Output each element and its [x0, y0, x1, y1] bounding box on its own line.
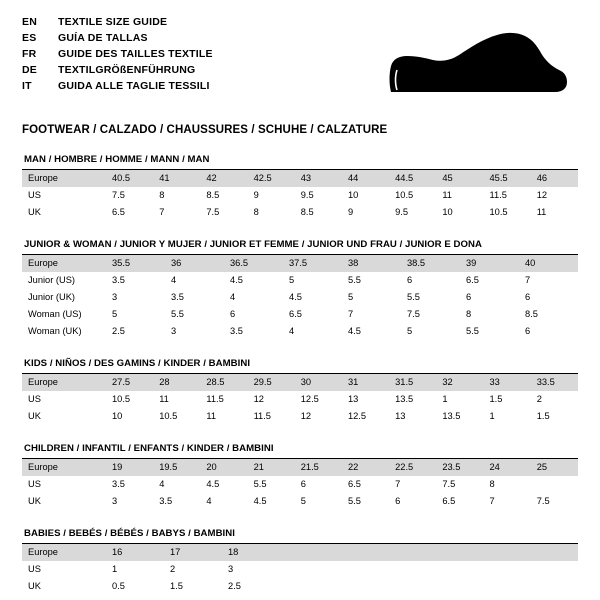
- language-row: [22, 64, 213, 80]
- table-row: [22, 408, 578, 425]
- size-cell: 8: [159, 190, 165, 200]
- size-cell: 39: [460, 255, 519, 272]
- size-cell: 7: [489, 496, 495, 506]
- size-cell: 1.5: [536, 411, 550, 421]
- group-title: MAN / HOMBRE / HOMME / MANN / MAN: [24, 154, 210, 165]
- size-cell: 5.5: [466, 326, 479, 336]
- size-cell: 3: [228, 564, 234, 574]
- size-cell: 28.5: [200, 374, 247, 391]
- size-cell: 11: [206, 411, 217, 421]
- size-cell: 2.5: [112, 326, 125, 336]
- size-cell: 5.5: [407, 292, 420, 302]
- size-cell: 20: [200, 459, 247, 476]
- size-table-junior-woman: [22, 255, 578, 340]
- size-cell: 9.5: [395, 207, 409, 217]
- table-row: [22, 578, 578, 595]
- table-row: [22, 204, 578, 221]
- size-cell: 35.5: [106, 255, 165, 272]
- size-cell: 6: [395, 496, 401, 506]
- size-cell: 6: [525, 326, 531, 336]
- row-label: US: [28, 394, 41, 404]
- table-row: [22, 544, 578, 561]
- size-cell: 21.5: [295, 459, 342, 476]
- size-cell: 46: [531, 170, 578, 187]
- size-cell: 11.5: [206, 394, 224, 404]
- language-code: ES: [22, 32, 37, 44]
- size-cell: 13: [347, 394, 359, 404]
- group-title: KIDS / NIÑOS / DES GAMINS / KINDER / BAMBINI: [24, 358, 251, 369]
- size-cell: 40.5: [106, 170, 153, 187]
- size-cell: 4.5: [289, 292, 302, 302]
- row-label: Europe: [22, 255, 106, 272]
- row-label: US: [28, 190, 41, 200]
- size-table-children: [22, 459, 578, 510]
- size-cell: 3.5: [230, 326, 243, 336]
- size-cell: 10.5: [159, 411, 178, 421]
- size-cell: 1: [442, 394, 448, 404]
- size-cell: 9: [347, 207, 354, 217]
- language-title: GUÍA DE TALLAS: [58, 32, 148, 44]
- size-cell: 33: [484, 374, 531, 391]
- size-cell: 28: [153, 374, 200, 391]
- size-cell: 11: [442, 190, 452, 200]
- size-cell: 10: [442, 207, 453, 217]
- language-row: [22, 16, 213, 32]
- size-cell: [531, 476, 578, 493]
- language-code: FR: [22, 48, 37, 60]
- row-label: UK: [28, 581, 41, 591]
- size-cell: 45: [436, 170, 483, 187]
- table-row: [22, 493, 578, 510]
- size-cell: 10.5: [489, 207, 508, 217]
- size-cell: 32: [436, 374, 483, 391]
- size-cell: 10: [112, 411, 123, 421]
- size-cell: 7.5: [536, 496, 550, 506]
- size-cell: 2.5: [228, 581, 241, 591]
- size-cell: 12: [300, 411, 312, 421]
- size-cell: 22: [342, 459, 389, 476]
- size-cell: 38.5: [401, 255, 460, 272]
- size-cell: 5.5: [253, 479, 267, 489]
- size-cell: 6: [300, 479, 306, 489]
- row-label: Junior (US): [28, 275, 76, 285]
- size-cell: 43: [295, 170, 342, 187]
- size-table-babies: [22, 544, 578, 595]
- size-table-body: [22, 170, 578, 221]
- size-cell: 31.5: [389, 374, 436, 391]
- row-label: Europe: [22, 544, 106, 561]
- language-title-list-body: [22, 16, 213, 96]
- size-cell: 12.5: [300, 394, 319, 404]
- row-label: Europe: [22, 170, 106, 187]
- size-cell: 6.5: [442, 496, 456, 506]
- size-cell: 7: [525, 275, 531, 285]
- size-cell: 10.5: [395, 190, 414, 200]
- size-cell: 11.5: [253, 411, 271, 421]
- row-label: Woman (US): [28, 309, 82, 319]
- size-cell: 8.5: [525, 309, 538, 319]
- table-row: [22, 170, 578, 187]
- language-title-list: [22, 16, 213, 96]
- size-cell: 3.5: [159, 496, 173, 506]
- size-cell: 10: [347, 190, 359, 200]
- size-cell: 5: [112, 309, 118, 319]
- dress-shoe-icon: [383, 30, 568, 100]
- size-cell: 33.5: [531, 374, 578, 391]
- group-title: BABIES / BEBÉS / BÉBÉS / BABYS / BAMBINI: [24, 528, 235, 539]
- row-label: Junior (UK): [28, 292, 76, 302]
- size-cell: 3: [112, 496, 118, 506]
- group-title: JUNIOR & WOMAN / JUNIOR Y MUJER / JUNIOR ET FEMME / JUNIOR UND FRAU / JUNIOR E DONA: [24, 239, 482, 250]
- size-cell: 3.5: [112, 479, 125, 489]
- language-title: GUIDE DES TAILLES TEXTILE: [58, 48, 213, 60]
- size-cell: 8: [466, 309, 472, 319]
- size-cell: 4: [230, 292, 236, 302]
- size-cell: 36.5: [224, 255, 283, 272]
- language-code: EN: [22, 16, 37, 28]
- language-code: DE: [22, 64, 37, 76]
- size-cell: 0.5: [112, 581, 125, 591]
- document-header: [22, 16, 578, 112]
- size-cell: 17: [164, 544, 222, 561]
- size-cell: 5.5: [348, 275, 361, 285]
- size-cell: 3: [171, 326, 177, 336]
- size-cell: 5: [300, 496, 306, 506]
- size-cell: 5: [407, 326, 413, 336]
- size-cell: 1.5: [170, 581, 183, 591]
- table-row: [22, 306, 578, 323]
- size-cell: 41: [153, 170, 200, 187]
- size-table-kids: [22, 374, 578, 425]
- size-cell: 22.5: [389, 459, 436, 476]
- size-cell: 42: [200, 170, 247, 187]
- size-cell: 7: [348, 309, 354, 319]
- size-cell: 25: [531, 459, 578, 476]
- size-cell: 7: [159, 207, 165, 217]
- size-cell: 12.5: [347, 411, 367, 421]
- size-cell: 3: [112, 292, 118, 302]
- size-cell: 5: [348, 292, 354, 302]
- row-label: UK: [28, 207, 41, 217]
- size-cell: 8: [489, 479, 495, 489]
- size-group-man: [22, 154, 578, 221]
- size-group-children: [22, 443, 578, 510]
- row-label: Woman (UK): [28, 326, 82, 336]
- size-table-body: [22, 459, 578, 510]
- size-cell: 1: [112, 564, 118, 574]
- size-cell: 7.5: [407, 309, 420, 319]
- size-cell: 31: [342, 374, 389, 391]
- size-cell: 44.5: [389, 170, 436, 187]
- size-cell: 9: [253, 190, 259, 200]
- row-label: UK: [28, 496, 41, 506]
- size-cell: 9.5: [300, 190, 314, 200]
- size-cell: 7: [395, 479, 401, 489]
- size-group-kids: [22, 358, 578, 425]
- language-title: GUIDA ALLE TAGLIE TESSILI: [58, 80, 210, 92]
- size-cell: 6: [407, 275, 413, 285]
- size-cell: 6: [525, 292, 531, 302]
- language-row: [22, 48, 213, 64]
- row-label: Europe: [22, 459, 106, 476]
- size-cell: 3.5: [112, 275, 125, 285]
- size-cell: 5.5: [171, 309, 184, 319]
- row-label: Europe: [22, 374, 106, 391]
- size-table-body: [22, 255, 578, 340]
- row-label: UK: [28, 411, 41, 421]
- size-cell-empty: [280, 561, 578, 578]
- size-table-body: [22, 374, 578, 425]
- size-cell: 7.5: [442, 479, 456, 489]
- size-cell: 8.5: [206, 190, 220, 200]
- size-cell: 19.5: [153, 459, 200, 476]
- size-group-babies: [22, 528, 578, 595]
- size-cell: 6.5: [112, 207, 125, 217]
- table-row: [22, 323, 578, 340]
- language-row: [22, 80, 213, 96]
- group-title: CHILDREN / INFANTIL / ENFANTS / KINDER / BAMBINI: [24, 443, 274, 454]
- size-cell: 2: [536, 394, 542, 404]
- size-cell: 12: [253, 394, 264, 404]
- size-cell-empty: [280, 544, 578, 561]
- size-cell: 4.5: [206, 479, 220, 489]
- size-cell: 30: [295, 374, 342, 391]
- size-cell: 16: [106, 544, 164, 561]
- size-cell: 7.5: [206, 207, 220, 217]
- size-cell: 27.5: [106, 374, 153, 391]
- size-cell: 2: [170, 564, 176, 574]
- size-cell: 4: [289, 326, 295, 336]
- size-cell: 13.5: [395, 394, 414, 404]
- size-table-body: [22, 544, 578, 595]
- size-cell: 42.5: [248, 170, 295, 187]
- size-cell: 6.5: [347, 479, 361, 489]
- table-row: [22, 255, 578, 272]
- table-row: [22, 289, 578, 306]
- size-cell: 5.5: [347, 496, 361, 506]
- size-cell: 12: [536, 190, 548, 200]
- category-title: FOOTWEAR / CALZADO / CHAUSSURES / SCHUHE / CALZATURE: [22, 124, 388, 136]
- size-cell: 37.5: [283, 255, 342, 272]
- table-row: [22, 391, 578, 408]
- size-cell: 1: [489, 411, 495, 421]
- size-cell: 4: [206, 496, 212, 506]
- size-cell: 4.5: [230, 275, 243, 285]
- size-cell: 44: [342, 170, 389, 187]
- size-cell: 11.5: [489, 190, 507, 200]
- size-cell: 3.5: [171, 292, 184, 302]
- size-cell-empty: [280, 578, 578, 595]
- size-cell: 4.5: [253, 496, 267, 506]
- size-cell: 6: [466, 292, 472, 302]
- size-cell: 21: [248, 459, 295, 476]
- size-table-man: [22, 170, 578, 221]
- size-cell: 18: [222, 544, 280, 561]
- size-cell: 11: [536, 207, 547, 217]
- language-title: TEXTILE SIZE GUIDE: [58, 16, 168, 28]
- size-cell: 6.5: [466, 275, 479, 285]
- table-row: [22, 187, 578, 204]
- size-cell: 6: [230, 309, 236, 319]
- size-cell: 40: [519, 255, 578, 272]
- size-cell: 38: [342, 255, 401, 272]
- language-row: [22, 32, 213, 48]
- row-label: US: [28, 564, 41, 574]
- table-row: [22, 459, 578, 476]
- size-cell: 45.5: [484, 170, 531, 187]
- language-code: IT: [22, 80, 32, 92]
- size-cell: 29.5: [248, 374, 295, 391]
- row-label: US: [28, 479, 41, 489]
- size-cell: 13: [395, 411, 406, 421]
- table-row: [22, 561, 578, 578]
- size-cell: 8: [253, 207, 259, 217]
- size-cell: 36: [165, 255, 224, 272]
- language-title: TEXTILGRÖßENFÜHRUNG: [58, 64, 196, 76]
- size-cell: 1.5: [489, 394, 503, 404]
- size-cell: 6.5: [289, 309, 302, 319]
- size-group-junior-woman: [22, 239, 578, 340]
- table-row: [22, 374, 578, 391]
- table-row: [22, 476, 578, 493]
- size-cell: 4: [171, 275, 177, 285]
- size-cell: 11: [159, 394, 169, 404]
- size-cell: 5: [289, 275, 295, 285]
- size-cell: 10.5: [112, 394, 131, 404]
- size-cell: 4: [159, 479, 165, 489]
- size-cell: 7.5: [112, 190, 125, 200]
- table-row: [22, 272, 578, 289]
- size-cell: 8.5: [300, 207, 314, 217]
- size-cell: 13.5: [442, 411, 461, 421]
- size-cell: 19: [106, 459, 153, 476]
- size-cell: 4.5: [348, 326, 361, 336]
- size-cell: 23.5: [436, 459, 483, 476]
- size-cell: 24: [484, 459, 531, 476]
